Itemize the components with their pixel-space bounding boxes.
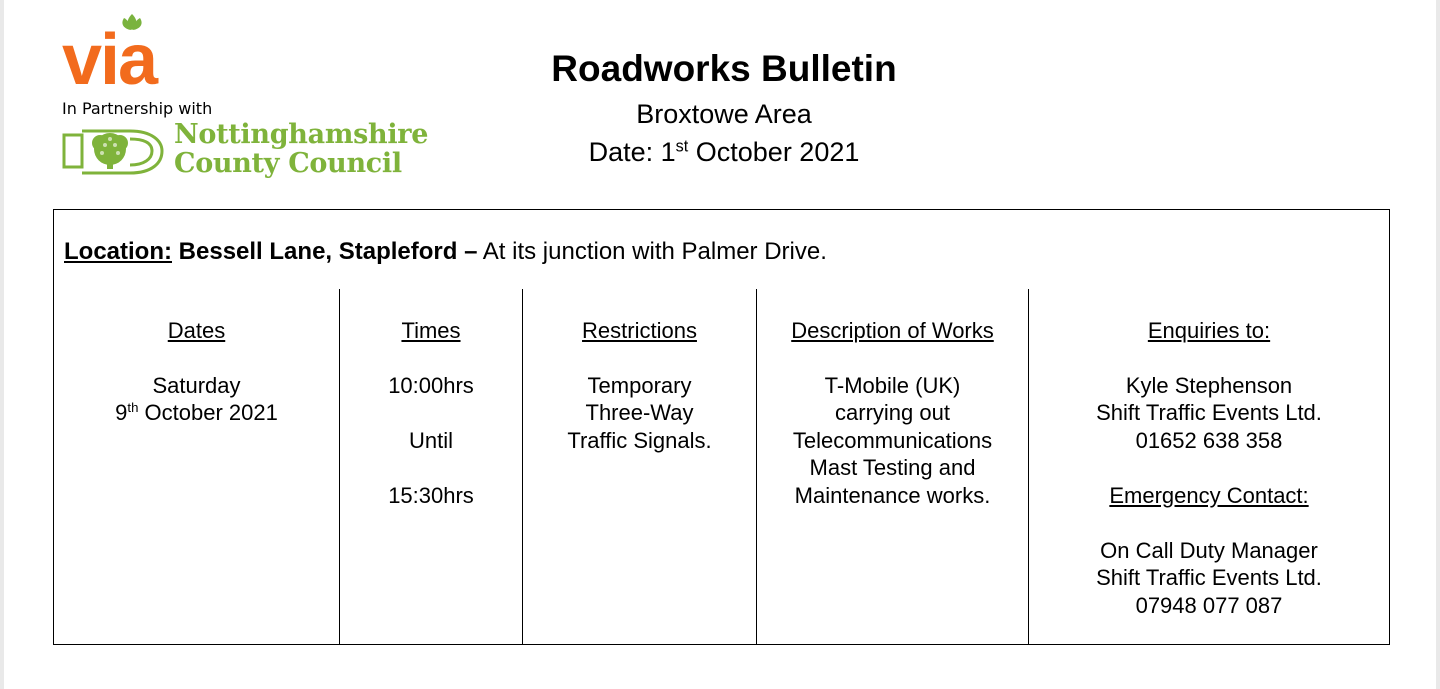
council-name <box>174 120 428 178</box>
partner-text: In Partnership with <box>62 99 213 118</box>
location-place: Bessell Lane, Stapleford – <box>172 238 478 265</box>
description-heading: Description of Works <box>791 318 994 343</box>
description-column <box>756 289 1028 644</box>
restrictions-line: Three-Way <box>585 400 694 425</box>
council-name-line2: County Council <box>174 148 402 179</box>
location-row <box>64 238 827 266</box>
enquiries-company: Shift Traffic Events Ltd. <box>1096 400 1322 425</box>
restrictions-heading: Restrictions <box>582 318 697 343</box>
dates-date: 9th October 2021 <box>115 400 278 425</box>
restrictions-column <box>522 289 756 644</box>
dates-heading: Dates <box>167 318 226 343</box>
restrictions-line: Temporary <box>587 372 692 398</box>
enquiries-heading: Enquiries to: <box>1147 318 1271 343</box>
times-start: 10:00hrs <box>388 372 474 398</box>
roadworks-table <box>53 209 1390 645</box>
location-detail: At its junction with Palmer Drive. <box>477 238 827 265</box>
emergency-heading: Emergency Contact: <box>1109 482 1309 508</box>
enquiries-contact-name: Kyle Stephenson <box>1125 372 1293 398</box>
area-name: Broxtowe Area <box>636 99 812 129</box>
description-line: Maintenance works. <box>794 482 991 508</box>
description-line: T-Mobile (UK) <box>824 372 961 398</box>
enquiries-phone: 01652 638 358 <box>1135 427 1283 453</box>
emergency-company: Shift Traffic Events Ltd. <box>1096 565 1322 590</box>
svg-text:via: via <box>62 20 157 90</box>
description-line: Telecommunications <box>792 427 993 453</box>
restrictions-line: Traffic Signals. <box>567 427 712 453</box>
council-name-line1: Nottinghamshire <box>174 119 429 150</box>
emergency-phone: 07948 077 087 <box>1135 592 1283 618</box>
dates-column <box>54 289 339 644</box>
times-heading: Times <box>401 318 461 343</box>
bulletin-date: Date: 1st October 2021 <box>588 137 860 167</box>
via-logo <box>62 12 202 90</box>
bulletin-page <box>4 0 1436 689</box>
council-emblem <box>60 123 166 179</box>
emergency-contact-name: On Call Duty Manager <box>1100 537 1318 563</box>
times-end: 15:30hrs <box>388 482 474 508</box>
times-column <box>339 289 522 644</box>
location-label: Location: <box>64 238 172 265</box>
bulletin-title: Roadworks Bulletin <box>551 48 897 89</box>
details-columns <box>54 289 1389 644</box>
enquiries-column <box>1028 289 1389 644</box>
description-line: carrying out <box>835 400 950 425</box>
times-until: Until <box>408 427 453 453</box>
dates-day: Saturday <box>152 372 241 398</box>
description-line: Mast Testing and <box>809 455 976 480</box>
